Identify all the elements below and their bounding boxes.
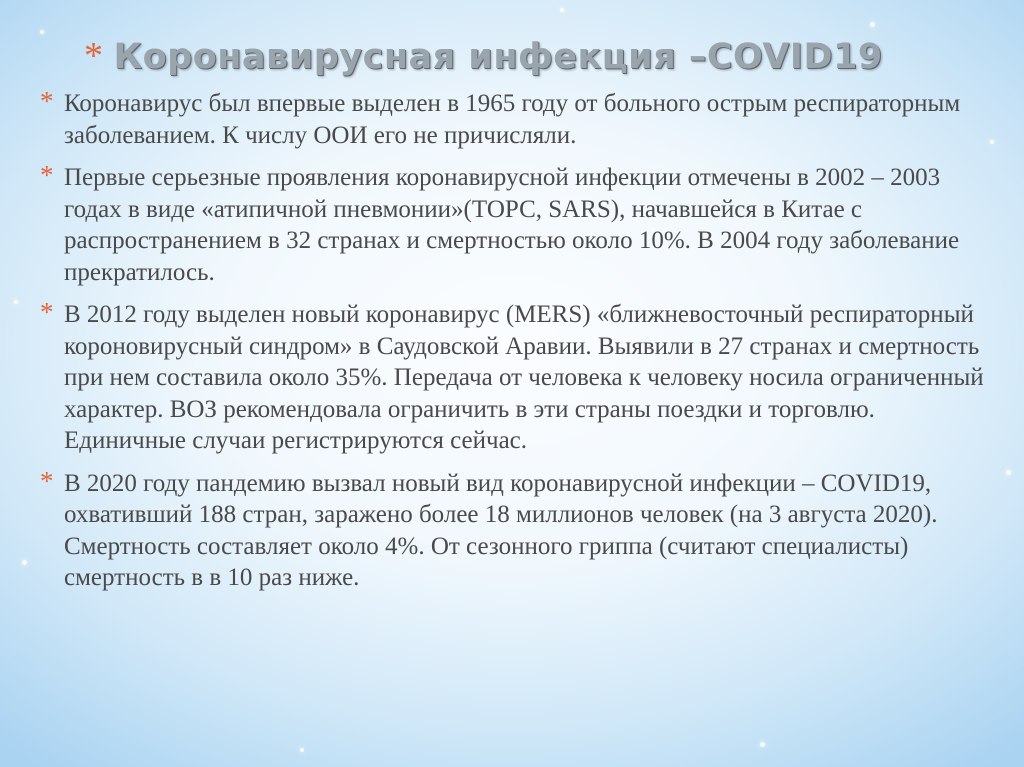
slide-title-text: Коронавирусная инфекция –COVID19	[113, 37, 883, 77]
bullet-item-4	[40, 465, 998, 594]
sparkle-decoration	[560, 8, 564, 12]
sparkle-decoration	[14, 300, 18, 304]
bullet-star-icon: *	[40, 297, 54, 327]
bullet-text-1: Коронавирус был впервые выделен в 1965 году от больного острым респираторным заболеванием. К числу ООИ его не причисляли.	[64, 90, 961, 149]
slide-title	[84, 34, 883, 78]
sparkle-decoration	[40, 30, 44, 34]
sparkle-decoration	[1006, 470, 1011, 475]
bullet-text-3: В 2012 году выделен новый коронавирус (MERS) «ближневосточный респираторный короновирусный синдром» в Саудовской Аравии. Выявили в 27 странах и смертность при нем составила около 35%. Передача от человека к человеку носила ограниченный характер. ВОЗ рекомендовала ограничить в эти страны поездки и торговлю. Единичные случаи регистрируются сейчас.	[64, 301, 984, 454]
bullet-text-4: В 2020 году пандемию вызвал новый вид коронавирусной инфекции – COVID19, охвативший 188 стран, заражено более 18 миллионов человек (на 3 августа 2020). Смертность составляет около 4%. От сезонного гриппа (считают специалисты) смертность в в 10 раз ниже.	[64, 469, 938, 591]
title-bullet-icon: *	[84, 35, 104, 77]
sparkle-decoration	[300, 748, 304, 752]
sparkle-decoration	[760, 742, 765, 747]
bullet-item-1	[40, 88, 998, 151]
sparkle-decoration	[870, 22, 875, 27]
bullet-star-icon: *	[40, 86, 54, 116]
slide-content	[40, 88, 998, 605]
bullet-star-icon: *	[40, 160, 54, 190]
bullet-star-icon: *	[40, 465, 54, 496]
bullet-text-2: Первые серьезные проявления коронавирусной инфекции отмечены в 2002 – 2003 годах в виде «атипичной пневмонии»(ТОРС, SARS), начавшейся в Китае с распространением в 32 странах и смертностью около 10%. В 2004 году заболевание прекратилось.	[64, 164, 960, 286]
bullet-item-3	[40, 299, 998, 457]
bullet-item-2	[40, 162, 998, 288]
sparkle-decoration	[22, 560, 27, 565]
